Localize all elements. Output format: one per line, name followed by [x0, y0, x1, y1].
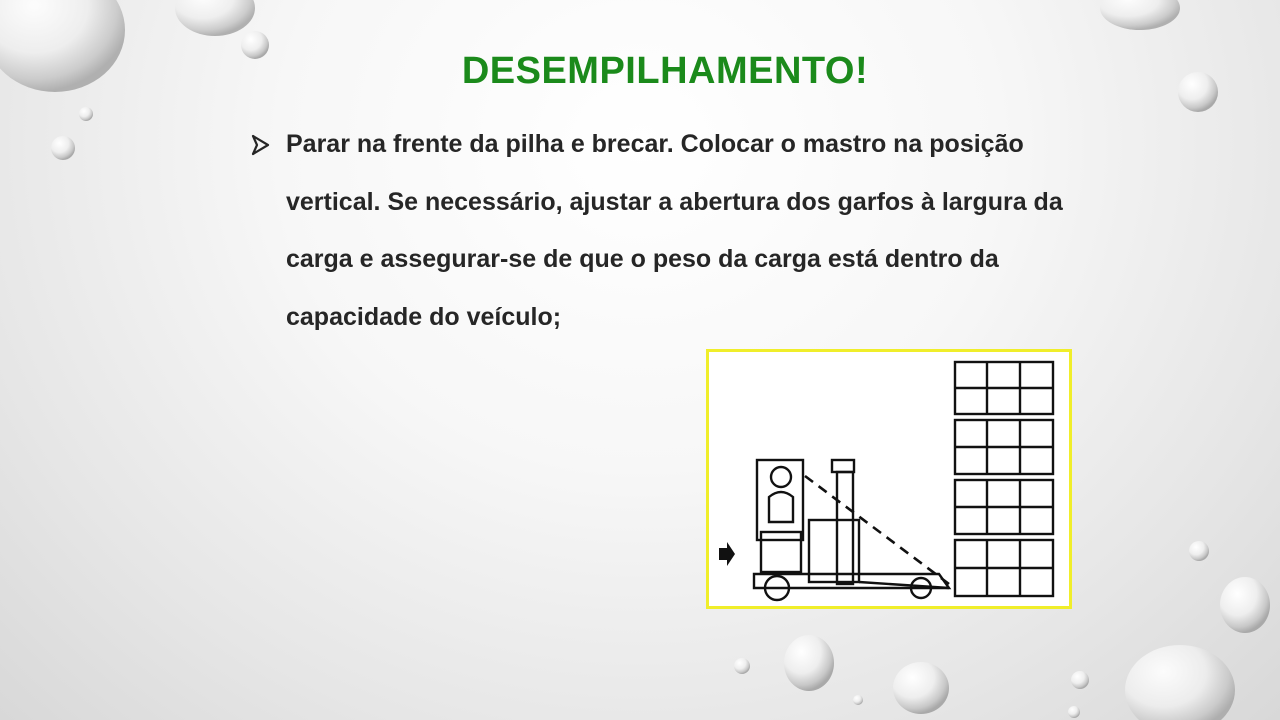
bullet-item [250, 120, 1070, 346]
forklift-drawing [709, 352, 1069, 606]
forklift-illustration [706, 349, 1072, 609]
bullet-text: Parar na frente da pilha e brecar. Colocar o mastro na posição vertical. Se necessário, ajustar a abertura dos garfos à largura da carga e assegurar-se de que o peso da carga está dentro da capacidade do veículo; [286, 130, 1063, 331]
slide-title: DESEMPILHAMENTO! [461, 50, 869, 92]
slide-body [250, 120, 1070, 346]
arrowhead-bullet-icon [250, 120, 286, 161]
